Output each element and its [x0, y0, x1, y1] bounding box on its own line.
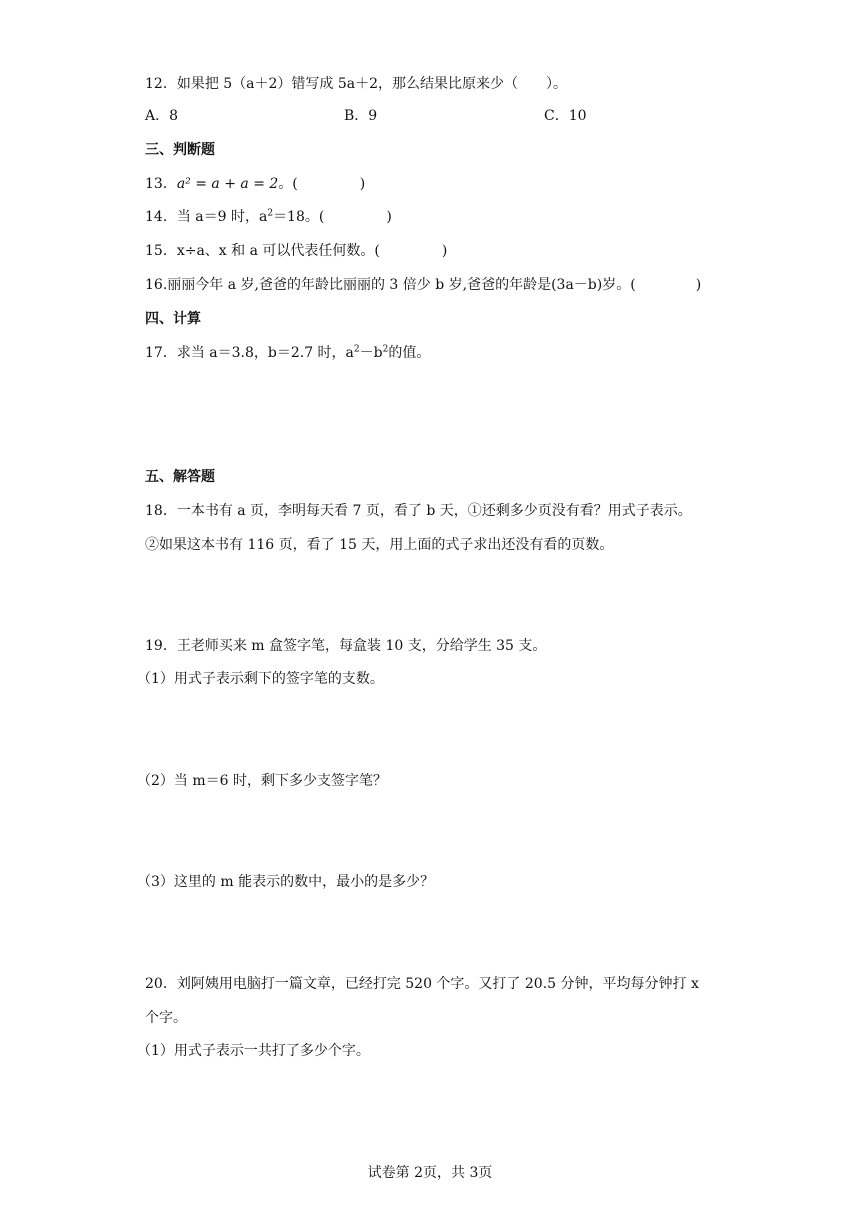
question-19-part-2: （2）当 m＝6 时，剩下多少支签字笔？	[137, 773, 387, 789]
question-13-equation: a² = a + a = 2	[176, 176, 279, 192]
question-17-text: 17．求当 a＝3.8，b＝2.7 时，a	[145, 345, 354, 361]
question-13	[145, 174, 365, 194]
question-19-part-1: （1）用式子表示剩下的签字笔的支数。	[137, 671, 384, 687]
question-14	[145, 207, 392, 227]
question-15-text: 15．x÷a、x 和 a 可以代表任何数。(	[145, 243, 380, 259]
page-footer: 试卷第 2页，共 3页	[367, 1165, 493, 1181]
option-b: B．9	[344, 108, 378, 124]
question-16	[145, 275, 701, 295]
question-17-sup-b: 2	[382, 344, 389, 355]
question-13-tail: 。(	[278, 176, 298, 192]
question-20-part-1: （1）用式子表示一共打了多少个字。	[137, 1043, 370, 1059]
question-19-part-3: （3）这里的 m 能表示的数中，最小的是多少？	[137, 874, 435, 890]
question-14-close: )	[386, 209, 392, 225]
question-14-text: 14．当 a＝9 时，a	[145, 209, 268, 225]
question-19-stem: 19．王老师买来 m 盒签字笔，每盒装 10 支，分给学生 35 支。	[145, 638, 547, 654]
question-17-sup-a: 2	[353, 344, 360, 355]
question-16-close: )	[695, 277, 702, 293]
question-14-tail: ＝18。(	[273, 209, 325, 225]
question-14-sup: 2	[267, 208, 274, 219]
section-heading-calculation: 四、计算	[145, 311, 201, 327]
question-13-number: 13．	[145, 176, 177, 192]
question-15	[145, 241, 447, 261]
option-a: A．8	[145, 108, 179, 124]
option-c: C．10	[544, 108, 587, 124]
question-20-line-1: 20．刘阿姨用电脑打一篇文章，已经打完 520 个字。又打了 20.5 分钟，平均每分钟打 x	[145, 976, 699, 992]
question-15-close: )	[441, 243, 448, 259]
question-17-tail: 的值。	[388, 345, 431, 361]
section-heading-judgement: 三、判断题	[145, 142, 215, 158]
question-17-mid: －b	[359, 345, 383, 361]
question-12: 12．如果把 5（a＋2）错写成 5a＋2，那么结果比原来少（ ）。	[145, 76, 568, 92]
section-heading-answers: 五、解答题	[145, 469, 215, 485]
question-20-line-2: 个字。	[145, 1010, 187, 1026]
question-13-close: )	[359, 176, 366, 192]
question-17	[145, 343, 430, 363]
question-16-text: 16.丽丽今年 a 岁,爸爸的年龄比丽丽的 3 倍少 b 岁,爸爸的年龄是(3a－b)岁。(	[145, 277, 636, 293]
question-18-line-2: ②如果这本书有 116 页，看了 15 天，用上面的式子求出还没有看的页数。	[145, 537, 614, 553]
question-18-line-1: 18．一本书有 a 页，李明每天看 7 页，看了 b 天，①还剩多少页没有看？用式子表示。	[145, 503, 692, 519]
